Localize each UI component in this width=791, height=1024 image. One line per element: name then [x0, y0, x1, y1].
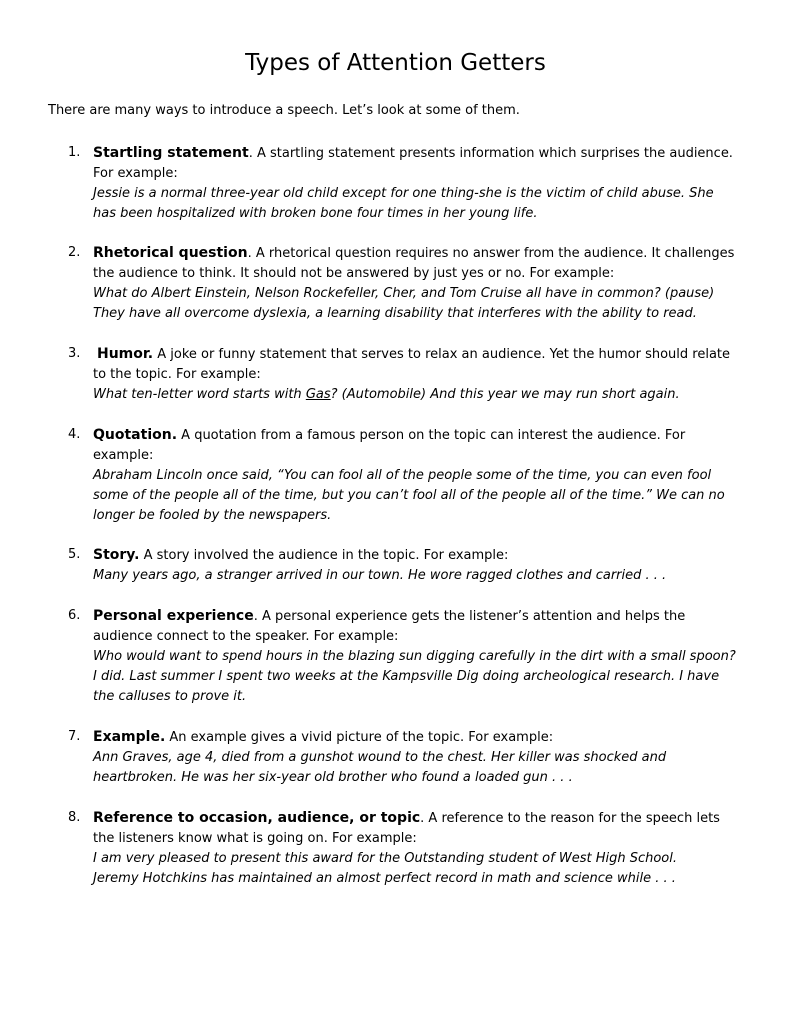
item-number: 6. — [68, 608, 81, 623]
item-number: 7. — [68, 729, 81, 744]
item-description: A story involved the audience in the topic. For example: — [139, 548, 509, 563]
item-term: Personal experience — [93, 608, 254, 624]
list-item-story — [68, 545, 748, 586]
item-example: Ann Graves, age 4, died from a gunshot wound to the chest. Her killer was shocked and — [93, 750, 667, 765]
list-item-quotation — [68, 425, 748, 526]
item-description: . A rhetorical question requires no answer from the audience. It challenges — [247, 246, 735, 261]
item-description: audience connect to the speaker. For example: — [93, 629, 399, 644]
item-description: A quotation from a famous person on the topic can interest the audience. For — [177, 428, 686, 443]
item-term: Example. — [93, 729, 166, 745]
item-description: . A reference to the reason for the speech lets — [420, 811, 720, 826]
item-example: Abraham Lincoln once said, “You can fool all of the people some of the time, you can even fool — [93, 468, 712, 483]
item-example: has been hospitalized with broken bone four times in her young life. — [93, 206, 538, 221]
item-number: 8. — [68, 810, 81, 825]
list-item-personal-experience — [68, 606, 748, 707]
list-item-humor — [68, 344, 748, 405]
item-term: Story. — [93, 547, 140, 563]
item-description: For example: — [93, 166, 178, 181]
item-example: Jessie is a normal three-year old child except for one thing-she is the victim of child abuse. She — [93, 186, 714, 201]
item-description: to the topic. For example: — [93, 367, 261, 382]
item-term: Startling statement — [93, 145, 249, 161]
item-term: Rhetorical question — [93, 245, 248, 261]
item-example: heartbroken. He was her six-year old brother who found a loaded gun . . . — [93, 770, 573, 785]
underlined-word: Gas — [305, 387, 331, 402]
item-description: example: — [93, 448, 154, 463]
item-number: 5. — [68, 547, 81, 562]
item-description: A joke or funny statement that serves to relax an audience. Yet the humor should relate — [153, 347, 731, 362]
item-description: An example gives a vivid picture of the topic. For example: — [165, 730, 554, 745]
item-term: Humor. — [97, 346, 154, 362]
item-example: longer be fooled by the newspapers. — [93, 508, 332, 523]
list-item-startling-statement — [68, 143, 748, 224]
item-example: They have all overcome dyslexia, a learning disability that interferes with the ability to read. — [93, 306, 697, 321]
item-number: 4. — [68, 427, 81, 442]
list-item-example — [68, 727, 748, 788]
item-description: the audience to think. It should not be answered by just yes or no. For example: — [93, 266, 615, 281]
item-example: What do Albert Einstein, Nelson Rockefeller, Cher, and Tom Cruise all have in common? (pause) — [93, 286, 715, 301]
item-example: What ten-letter word starts with Gas? (Automobile) And this year we may run short again. — [93, 387, 680, 402]
item-example: some of the people all of the time, but you can’t fool all of the people all of the time.” We can no — [93, 488, 725, 503]
item-number: 3. — [68, 346, 81, 361]
item-description: the listeners know what is going on. For example: — [93, 831, 417, 846]
item-term: Reference to occasion, audience, or topic — [93, 810, 421, 826]
item-example: Many years ago, a stranger arrived in our town. He wore ragged clothes and carried . . . — [93, 568, 667, 583]
item-example: Who would want to spend hours in the blazing sun digging carefully in the dirt with a small spoon? — [93, 649, 736, 664]
item-number: 1. — [68, 145, 81, 160]
item-example: Jeremy Hotchkins has maintained an almost perfect record in math and science while . . . — [93, 871, 676, 886]
item-number: 2. — [68, 245, 81, 260]
page-title: Types of Attention Getters — [245, 50, 546, 76]
item-example: the calluses to prove it. — [93, 689, 247, 704]
item-description: . A personal experience gets the listener’s attention and helps the — [253, 609, 686, 624]
item-example: I am very pleased to present this award for the Outstanding student of West High School. — [93, 851, 677, 866]
list-item-reference — [68, 808, 748, 889]
item-description: . A startling statement presents information which surprises the audience. — [248, 146, 733, 161]
item-term: Quotation. — [93, 427, 178, 443]
list-item-rhetorical-question — [68, 243, 748, 324]
intro-text: There are many ways to introduce a speech. Let’s look at some of them. — [48, 103, 520, 118]
item-example: I did. Last summer I spent two weeks at the Kampsville Dig doing archeological research. I have — [93, 669, 720, 684]
